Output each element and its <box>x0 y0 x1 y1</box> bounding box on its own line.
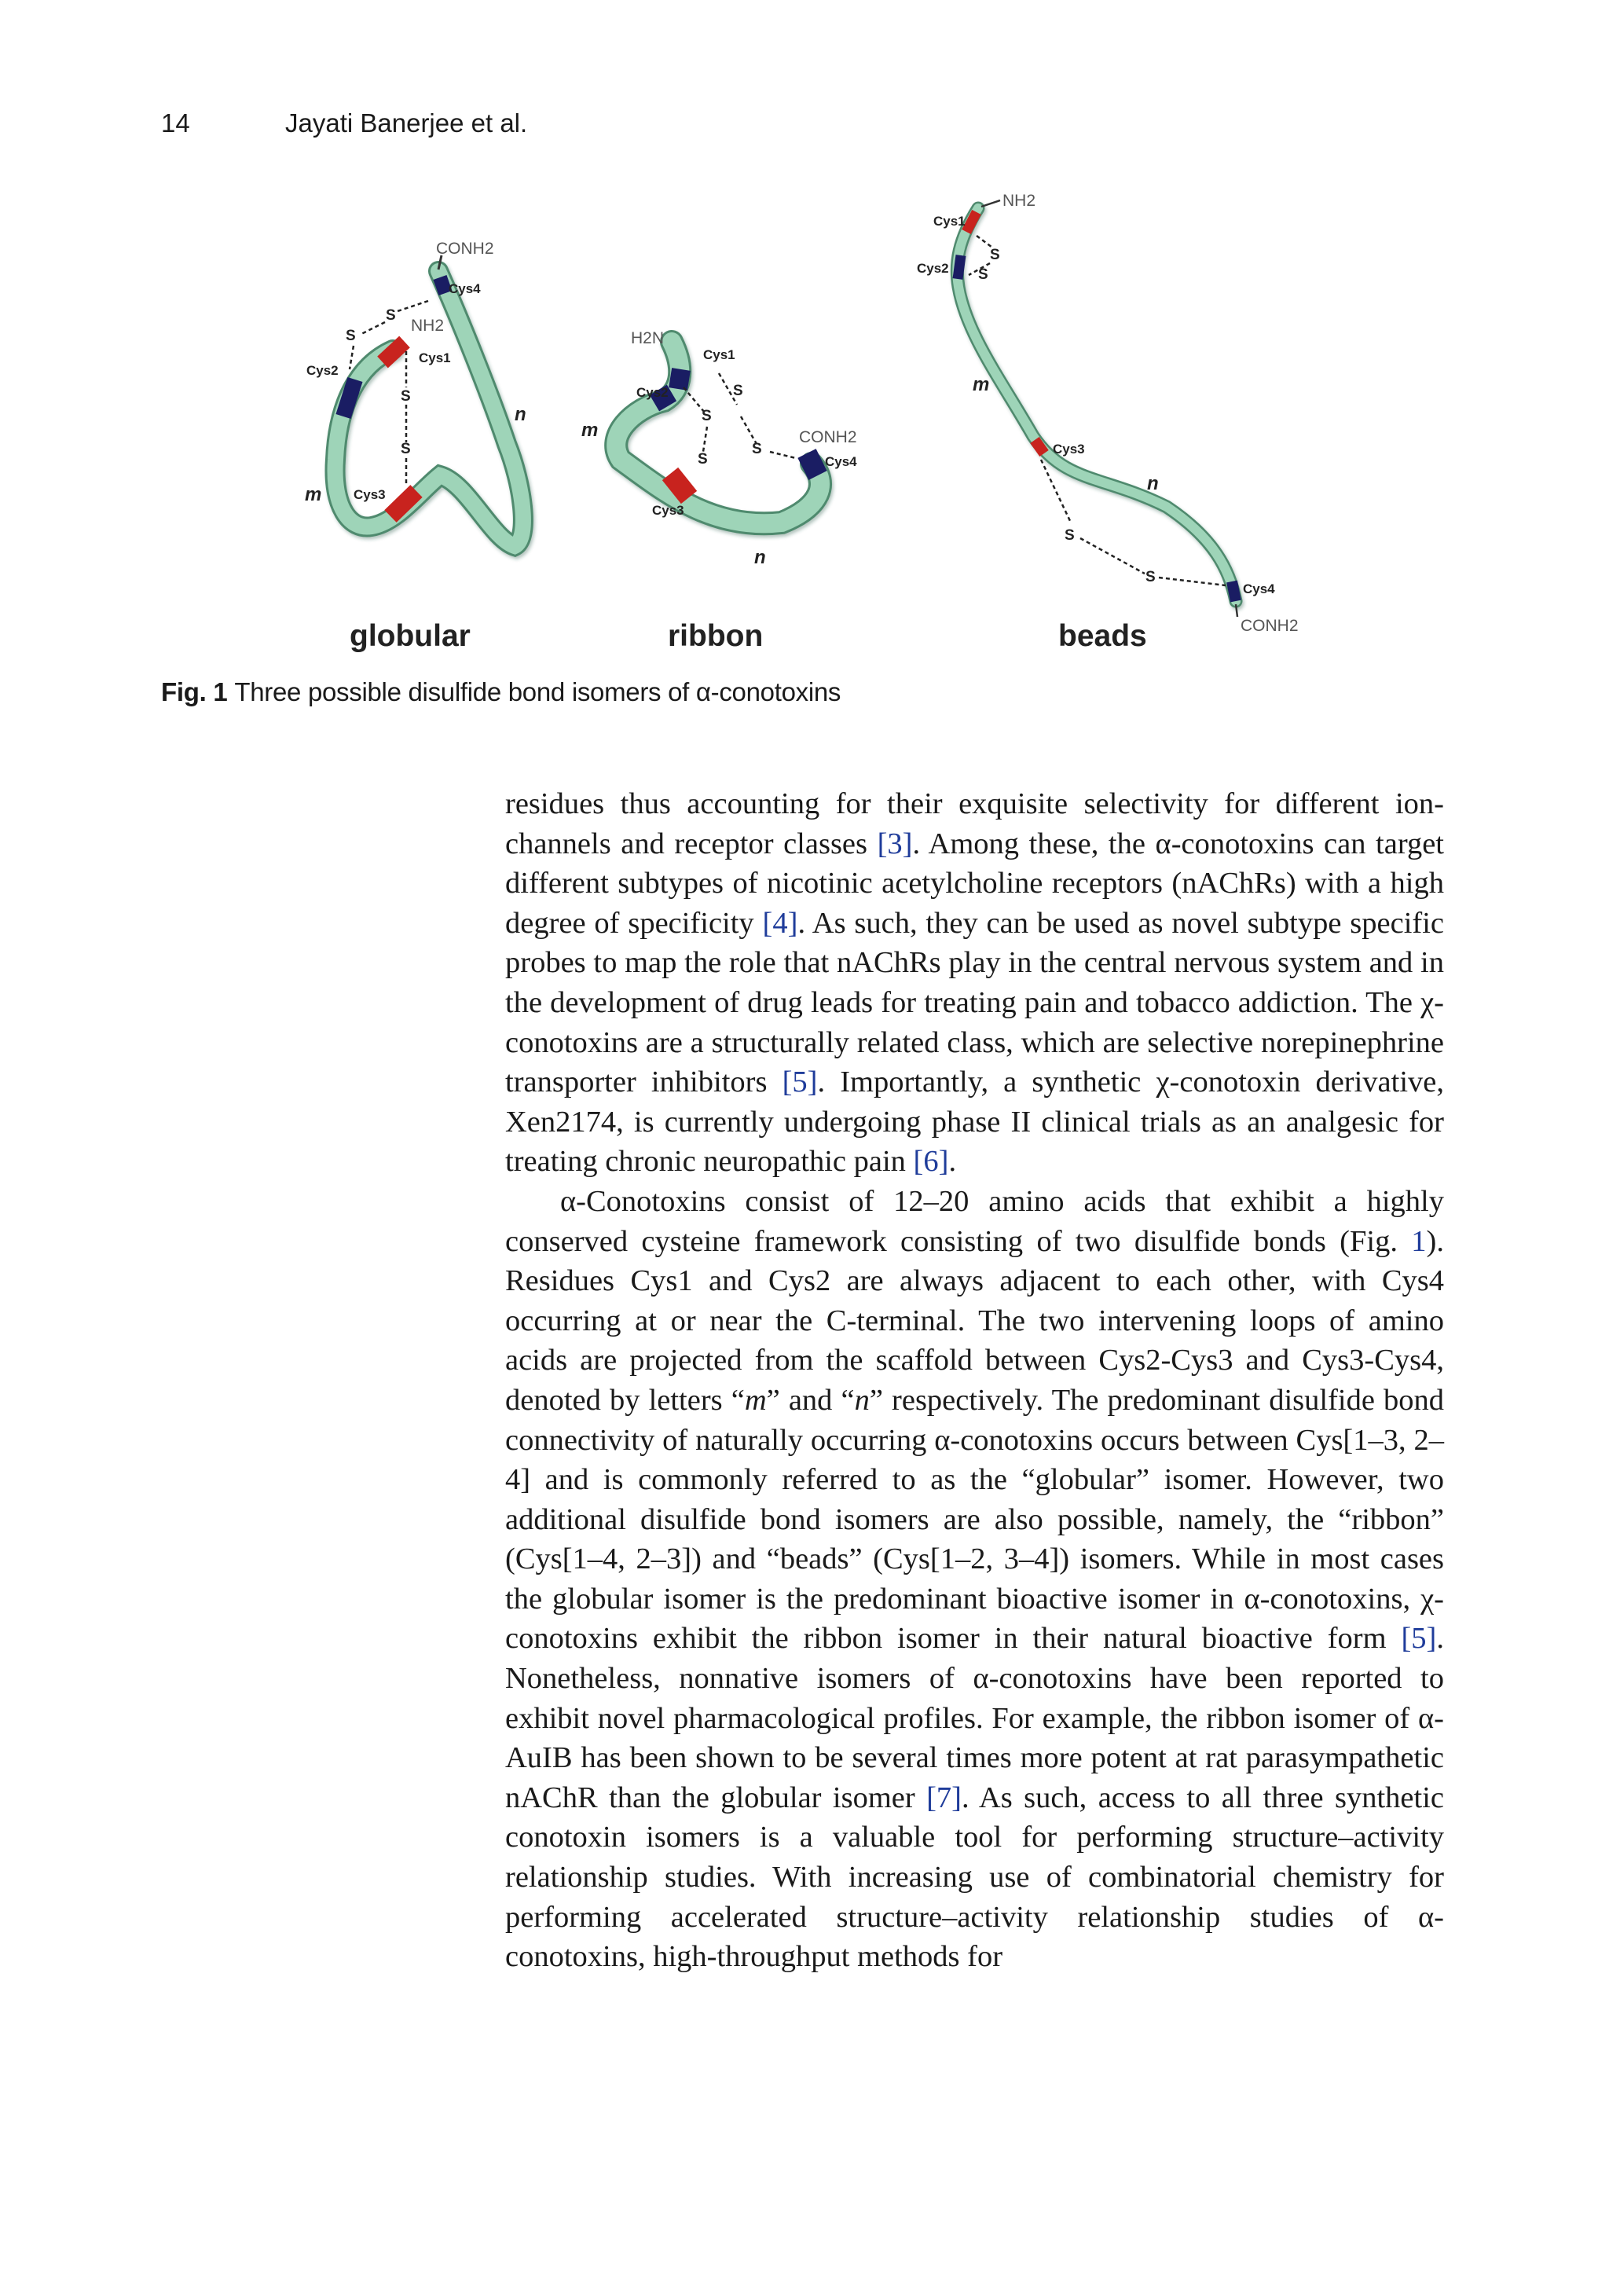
running-head-authors: Jayati Banerjee et al. <box>285 108 528 138</box>
beads-cys2-label: Cys2 <box>917 261 949 276</box>
ribbon-backbone <box>616 342 820 523</box>
body-text <box>505 784 1444 1977</box>
ribbon-cys4-mark <box>807 453 818 475</box>
text-run: . Among these, the α-conotoxins can target different subtypes of nicotinic acetylcholine receptors (nAChRs) with a high degree of specificity <box>505 827 1444 940</box>
paragraph-1 <box>505 784 1444 1182</box>
running-head <box>161 108 527 138</box>
citation-link[interactable]: [3] <box>877 827 913 860</box>
caption-text: Three possible disulfide bond isomers of α-conotoxins <box>234 677 841 706</box>
ribbon-cys2-label: Cys2 <box>636 385 669 400</box>
beads-sulfur-3: S <box>1065 527 1075 544</box>
loop-letter-n: n <box>854 1383 870 1417</box>
globular-cys2-label: Cys2 <box>306 363 339 378</box>
ribbon-cterm-label: CONH2 <box>799 428 857 446</box>
beads-sulfur-2: S <box>978 266 988 283</box>
ribbon-cys3-label: Cys3 <box>652 503 684 518</box>
globular-cterm-label: CONH2 <box>436 240 494 258</box>
globular-sulfur-3: S <box>401 388 411 405</box>
text-run: α-Conotoxins consist of 12–20 amino acids that exhibit a highly conserved cysteine framework consisting of two disulfide bonds (Fig. <box>505 1184 1444 1258</box>
panel-globular <box>305 240 526 653</box>
beads-cterm-label: CONH2 <box>1241 617 1299 635</box>
text-run: residues thus accounting for their exquisite selectivity for different ion-channels and receptor classes <box>505 787 1444 860</box>
ribbon-loop-m: m <box>581 420 599 441</box>
beads-cys1-label: Cys1 <box>933 214 966 229</box>
ribbon-sulfur-4: S <box>752 441 762 457</box>
panel-ribbon <box>581 329 857 653</box>
ribbon-nterm-label: H2N <box>631 329 665 347</box>
ribbon-cys1-label: Cys1 <box>703 347 735 362</box>
text-run: ” respectively. The predominant disulfide bond connectivity of naturally occurring α-conotoxins occurs between Cys[1–3, 2–4] and is commonly referred to as the “globular” isomer. However, two additional disulfide bond isomers are also possible, namely, the “ribbon” (Cys[1–4, 2–3]) and “beads” (Cys[1–2, 3–4]) isomers. While in most cases the globular isomer is the predominant bioactive isomer in α-conotoxins, χ-conotoxins exhibit the ribbon isomer in their natural bioactive form <box>505 1383 1445 1656</box>
beads-cys4-mark <box>1232 581 1236 601</box>
globular-cys1-label: Cys1 <box>419 350 451 365</box>
beads-cys3-label: Cys3 <box>1053 442 1085 457</box>
globular-cys4-mark <box>440 277 445 293</box>
text-run: . As such, access to all three synthetic conotoxin isomers is a valuable tool for performing structure–activity relationship studies. With increasing use of combinatorial chemistry for performing accelerated structure–activity relationship studies of α-conotoxins, high-throughput methods for <box>505 1781 1444 1974</box>
beads-title: beads <box>1058 619 1147 653</box>
beads-nterm-label: NH2 <box>1002 192 1036 210</box>
globular-sulfur-4: S <box>401 441 411 457</box>
text-run: ” and “ <box>766 1383 855 1417</box>
beads-backbone <box>957 208 1236 601</box>
beads-backbone-fill <box>957 208 1236 601</box>
beads-cys3-mark <box>1035 440 1044 453</box>
figure-1 <box>161 177 1450 680</box>
loop-letter-m: m <box>744 1383 767 1417</box>
figure-1-illustration <box>161 177 1450 680</box>
globular-nterm-label: NH2 <box>411 317 445 335</box>
ribbon-cys4-label: Cys4 <box>825 454 857 469</box>
beads-loop-n: n <box>1147 473 1159 494</box>
citation-link[interactable]: [6] <box>913 1145 949 1179</box>
globular-loop-m: m <box>305 484 322 505</box>
beads-loop-m: m <box>973 374 990 395</box>
ribbon-loop-n: n <box>754 547 766 568</box>
figure-link[interactable]: 1 <box>1411 1224 1427 1258</box>
text-run: . Importantly, a synthetic χ-conotoxin derivative, Xen2174, is currently undergoing phase II clinical trials as an analgesic for treating chronic neuropathic pain <box>505 1065 1445 1179</box>
text-run: ). Residues Cys1 and Cys2 are always adjacent to each other, with Cys4 occurring at or near the C-terminal. The two intervening loops of amino acids are projected from the scaffold between Cys2-Cys3 and Cys3-Cys4, denoted by letters “ <box>505 1224 1444 1417</box>
text-run: . <box>948 1145 957 1179</box>
beads-cys4-label: Cys4 <box>1243 581 1275 596</box>
ribbon-backbone-fill <box>616 342 820 523</box>
text-run: . Nonetheless, nonnative isomers of α-conotoxins have been reported to exhibit novel pharmacological profiles. For example, the ribbon isomer of α-AuIB has been shown to be several times more potent at rat parasympathetic nAChR than the globular isomer <box>505 1622 1444 1814</box>
citation-link[interactable]: [7] <box>926 1781 962 1814</box>
figure-caption <box>161 677 841 707</box>
citation-link[interactable]: [5] <box>1401 1622 1437 1656</box>
page-number: 14 <box>161 108 190 138</box>
citation-link[interactable]: [5] <box>782 1065 818 1099</box>
globular-sulfur-2: S <box>346 328 356 344</box>
globular-cys3-label: Cys3 <box>354 487 386 502</box>
ribbon-title: ribbon <box>668 619 764 653</box>
caption-label: Fig. 1 <box>161 677 228 706</box>
globular-cys4-label: Cys4 <box>449 281 481 296</box>
globular-title: globular <box>350 619 471 653</box>
text-run: . As such, they can be used as novel subtype specific probes to map the role that nAChRs play in the central nervous system and in the development of drug leads for treating pain and tobacco addiction. The χ-conotoxins are a structurally related class, which are selective norepinephrine transporter inhibitors <box>505 906 1445 1099</box>
globular-backbone-fill <box>335 271 523 546</box>
beads-sulfur-1: S <box>990 247 1000 263</box>
ribbon-sulfur-1: S <box>702 408 712 424</box>
beads-sulfur-4: S <box>1145 569 1156 585</box>
panel-beads <box>917 192 1299 653</box>
ribbon-cys1-mark <box>678 369 681 389</box>
globular-sulfur-1: S <box>386 307 396 324</box>
citation-link[interactable]: [4] <box>762 906 798 940</box>
beads-cys2-mark <box>958 255 961 279</box>
paragraph-2 <box>505 1182 1444 1977</box>
ribbon-sulfur-2: S <box>698 451 708 468</box>
ribbon-sulfur-3: S <box>733 383 743 399</box>
globular-loop-n: n <box>515 404 526 425</box>
